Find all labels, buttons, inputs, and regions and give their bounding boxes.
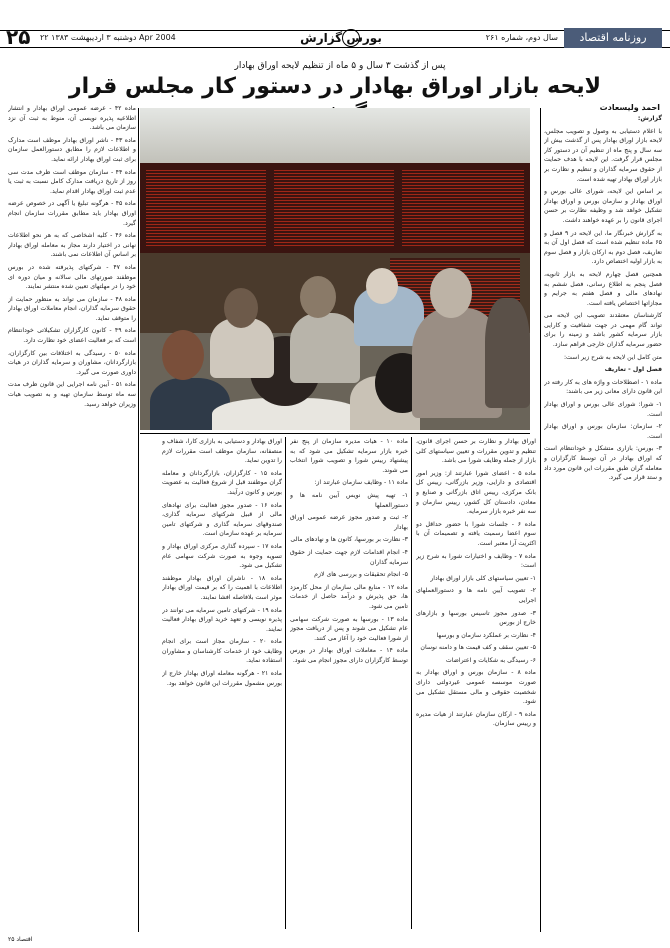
column-divider <box>138 108 139 932</box>
column-divider <box>411 437 412 929</box>
paragraph: ماده ۵۱ - آیین نامه اجرایی این قانون ظرف مدت سه ماه توسط سازمان تهیه و به تصویب هیات وزیران خواهد رسید. <box>8 381 136 408</box>
paragraph: ماده ۱ - اصطلاحات و واژه های به کار رفته در این قانون دارای معانی زیر می باشند: <box>544 378 662 396</box>
paragraph: ماده ۲۱ - هرگونه معامله اوراق بهادار خارج از بورس مشمول مقررات این قانون خواهد بود. <box>162 670 282 687</box>
paragraph: ۱- تهیه پیش نویس آیین نامه ها و دستورالعملها <box>290 491 408 509</box>
column-divider <box>285 437 286 929</box>
paragraph: ماده ۱۶ - صدور مجوز فعالیت برای نهادهای مالی از قبیل شرکتهای سرمایه گذاری، صندوقهای سرمایه گذاری و شرکتهای تامین سرمایه بر عهده سازمان است. <box>162 501 282 538</box>
publication-date: دوشنبه ۳ اردیبهشت ۱۳۸۳ ۲۲ Apr 2004 <box>40 33 176 42</box>
paragraph: ماده ۴۶ - کلیه اشخاصی که به هر نحو اطلاعات نهانی در اختیار دارند مجاز به معامله اوراق بهادار بر اساس آن اطلاعات نمی باشند. <box>8 232 136 259</box>
issue-number: سال دوم، شماره ۲۶۱ <box>485 33 558 42</box>
paragraph: ماده ۵ - اعضای شورا عبارتند از: وزیر امور اقتصادی و دارایی، وزیر بازرگانی، رییس کل بانک مرکزی، رییس اتاق بازرگانی و صنایع و معادن، دادستان کل کشور، رییس سازمان و سه نفر خبره بازار سرمایه. <box>416 469 536 516</box>
paragraph: ۳- صدور مجوز تاسیس بورسها و بازارهای خارج از بورس <box>416 609 536 627</box>
paragraph: ماده ۱۵ - کارگزاران، بازارگردانان و معامله گران موظفند قبل از شروع فعالیت به عضویت بورس و کانون درآیند. <box>162 469 282 496</box>
paragraph: ماده ۴۲ - عرضه عمومی اوراق بهادار و انتشار اطلاعیه پذیره نویسی آن، منوط به ثبت آن نزد سازمان می باشد. <box>8 105 136 132</box>
paragraph: بر اساس این لایحه، شورای عالی بورس و اوراق بهادار و سازمان بورس و اوراق بهادار تشکیل خواهد شد و وظیفه نظارت بر حسن اجرای قانون را بر عهده خواهند داشت. <box>544 188 662 224</box>
paragraph: ماده ۸ - سازمان بورس و اوراق بهادار به صورت موسسه عمومی غیردولتی دارای شخصیت حقوقی و مالی مستقل تشکیل می شود. <box>416 669 536 706</box>
paragraph: ماده ۱۱ - وظایف سازمان عبارتند از: <box>314 479 408 487</box>
paragraph: ماده ۴۸ - سازمان می تواند به منظور حمایت از حقوق سرمایه گذاران، انجام معاملات اوراق بهادار را متوقف نماید. <box>8 295 136 322</box>
newspaper-logo[interactable]: روزنامه اقتصاد <box>564 28 662 48</box>
paragraph: ماده ۵۰ - رسیدگی به اختلافات بین کارگزاران، بازارگردانان، مشاوران و سرمایه گذاران در هیات داوری صورت می گیرد. <box>8 349 136 376</box>
paragraph: ماده ۴۳ - ناشر اوراق بهادار موظف است مدارک و اطلاعات لازم را مطابق دستورالعمل سازمان برای ثبت اوراق بهادار ارائه نماید. <box>8 136 136 163</box>
paragraph: ۳- بورس: بازاری متشکل و خودانتظام است که اوراق بهادار در آن توسط کارگزاران و معامله گران طبق مقررات این قانون مورد داد و ستد قرار می گیرد. <box>544 445 662 482</box>
paragraph: ۱- تعیین سیاستهای کلی بازار اوراق بهادار <box>430 574 536 582</box>
paragraph: ۵- تعیین سقف و کف قیمت ها و دامنه نوسان <box>420 644 536 652</box>
article-column-1 <box>416 437 536 929</box>
paragraph: فصل اول - تعاریف <box>604 366 662 374</box>
paragraph: ماده ۱۰ - هیات مدیره سازمان از پنج نفر خبره بازار سرمایه تشکیل می شود که به پیشنهاد رییس شورا و تصویب شورا انتخاب می شوند. <box>290 438 408 474</box>
article-column-left <box>8 104 136 932</box>
paragraph: ماده ۶ - جلسات شورا با حضور حداقل دو سوم اعضا رسمیت یافته و تصمیمات آن با اکثریت آرا معتبر است. <box>416 520 536 547</box>
page-number: ۲۵ <box>6 25 31 49</box>
page-footer <box>8 936 662 946</box>
photo-divider <box>140 433 530 434</box>
paragraph: ماده ۹ - ارکان سازمان عبارتند از هیات مدیره و رییس سازمان. <box>416 710 536 728</box>
paragraph: اوراق بهادار و دستیابی به بازاری کارا، شفاف و منصفانه، سازمان موظف است مقررات لازم را تدوین نماید. <box>162 438 282 465</box>
paragraph: ۱- شورا: شورای عالی بورس و اوراق بهادار است. <box>544 401 662 418</box>
article-column-3 <box>162 437 282 929</box>
article-headline: لایحه بازار اوراق بهادار در دستور کار مجلس قرار <box>68 74 602 99</box>
paragraph: ماده ۱۴ - معاملات اوراق بهادار در بورس توسط کارگزاران دارای مجوز انجام می شود. <box>290 647 408 664</box>
footer-label: اقتصاد ۲۵ <box>8 936 33 943</box>
paragraph: ماده ۱۹ - شرکتهای تامین سرمایه می توانند در پذیره نویسی و تعهد خرید اوراق بهادار فعالیت نمایند. <box>162 606 282 633</box>
paragraph: ۲- سازمان: سازمان بورس و اوراق بهادار است. <box>544 423 662 440</box>
paragraph: ماده ۷ - وظایف و اختیارات شورا به شرح زیر است: <box>416 552 536 570</box>
article-column-2 <box>290 437 408 929</box>
paragraph: ماده ۱۳ - بورسها به صورت شرکت سهامی عام تشکیل می شوند و پس از دریافت مجوز از شورا فعالیت خود را آغاز می کنند. <box>290 615 408 642</box>
paragraph: ماده ۲۰ - سازمان مجاز است برای انجام وظایف خود از خدمات کارشناسان و مشاوران استفاده نماید. <box>162 638 282 665</box>
paragraph: ۲- تصویب آیین نامه ها و دستورالعملهای اجرایی <box>416 587 536 604</box>
paragraph: ۵- انجام تحقیقات و بررسی های لازم <box>314 571 408 579</box>
paragraph: ماده ۴۷ - شرکتهای پذیرفته شده در بورس موظفند صورتهای مالی سالانه و میان دوره ای خود را در مهلتهای تعیین شده منتشر نمایند. <box>8 263 136 291</box>
paragraph: ۳- نظارت بر بورسها، کانون ها و نهادهای مالی <box>290 536 408 544</box>
paragraph: ماده ۴۹ - کانون کارگزاران تشکیلاتی خودانتظام است که بر فعالیت اعضای خود نظارت دارد. <box>8 327 136 345</box>
paragraph: ماده ۴۵ - هرگونه تبلیغ یا آگهی در خصوص عرضه اوراق بهادار باید مطابق مقررات سازمان انجام گیرد. <box>8 200 136 227</box>
paragraph: کارشناسان معتقدند تصویب این لایحه می تواند گام مهمی در جهت شفافیت و کارایی بازار سرمایه کشور باشد و زمینه را برای حضور سرمایه گذاران خارجی فراهم سازد. <box>544 312 662 349</box>
paragraph: ۲- ثبت و صدور مجوز عرضه عمومی اوراق بهادار <box>290 514 408 531</box>
paragraph: گزارش: <box>637 115 662 122</box>
article-kicker: پس از گذشت ۳ سال و ۵ ماه از تنظیم لایحه اوراق بهادار <box>234 61 446 71</box>
paragraph: ماده ۱۸ - ناشران اوراق بهادار موظفند اطلاعات با اهمیت را که بر قیمت اوراق بهادار موثر است بلافاصله افشا نمایند. <box>162 574 282 601</box>
paragraph: ۴- انجام اقدامات لازم جهت حمایت از حقوق سرمایه گذاران <box>290 548 408 566</box>
paragraph: ۶- رسیدگی به شکایات و اعتراضات <box>445 656 536 664</box>
paragraph: متن کامل این لایحه به شرح زیر است: <box>563 353 662 361</box>
section-title: بورس گزارش <box>300 31 382 45</box>
paragraph: به گزارش خبرنگار ما، این لایحه در ۹ فصل و ۶۵ ماده تنظیم شده است که فصل اول آن به تعاریف، فصل دوم به ارکان بازار و فصل سوم به بازار اولیه اختصاص دارد. <box>544 229 662 266</box>
trading-floor-photo <box>140 108 530 430</box>
paragraph: اوراق بهادار و نظارت بر حسن اجرای قانون، تنظیم و تدوین مقررات و تعیین سیاستهای کلی بازار از جمله وظایف شورا می باشد. <box>416 438 536 465</box>
article-column-right <box>544 114 662 932</box>
paragraph: ماده ۱۲ - منابع مالی سازمان از محل کارمزد ها، حق پذیرش و درآمد حاصل از خدمات تامین می شود. <box>290 583 408 610</box>
paragraph: ماده ۱۷ - سپرده گذاری مرکزی اوراق بهادار و تسویه وجوه به صورت شرکت سهامی عام تشکیل می شود. <box>162 542 282 570</box>
paragraph: ۴- نظارت بر عملکرد سازمان و بورسها <box>436 631 536 639</box>
paragraph: ماده ۴۴ - سازمان موظف است ظرف مدت سی روز از تاریخ دریافت مدارک کامل نسبت به ثبت یا عدم ثبت اوراق بهادار اقدام نماید. <box>8 168 136 195</box>
paragraph: با اعلام دستیابی به وصول و تصویب مجلس، لایحه بازار اوراق بهادار پس از گذشت بیش از سه سال و پنج ماه از تنظیم آن در دستور کار مجلس قرار گرفت. این لایحه با هدف حمایت از حقوق سرمایه گذاران و تنظیم و نظارت بر بازار اوراق بهادار تهیه شده است. <box>544 127 662 183</box>
paragraph: همچنین فصل چهارم لایحه به بازار ثانویه، فصل پنجم به اطلاع رسانی، فصل ششم به نهادهای مالی و فصل هفتم به جرایم و مجازاتها اختصاص یافته است. <box>544 270 662 307</box>
article-byline: احمد ولیسعادت <box>599 103 660 112</box>
column-divider <box>540 108 541 932</box>
